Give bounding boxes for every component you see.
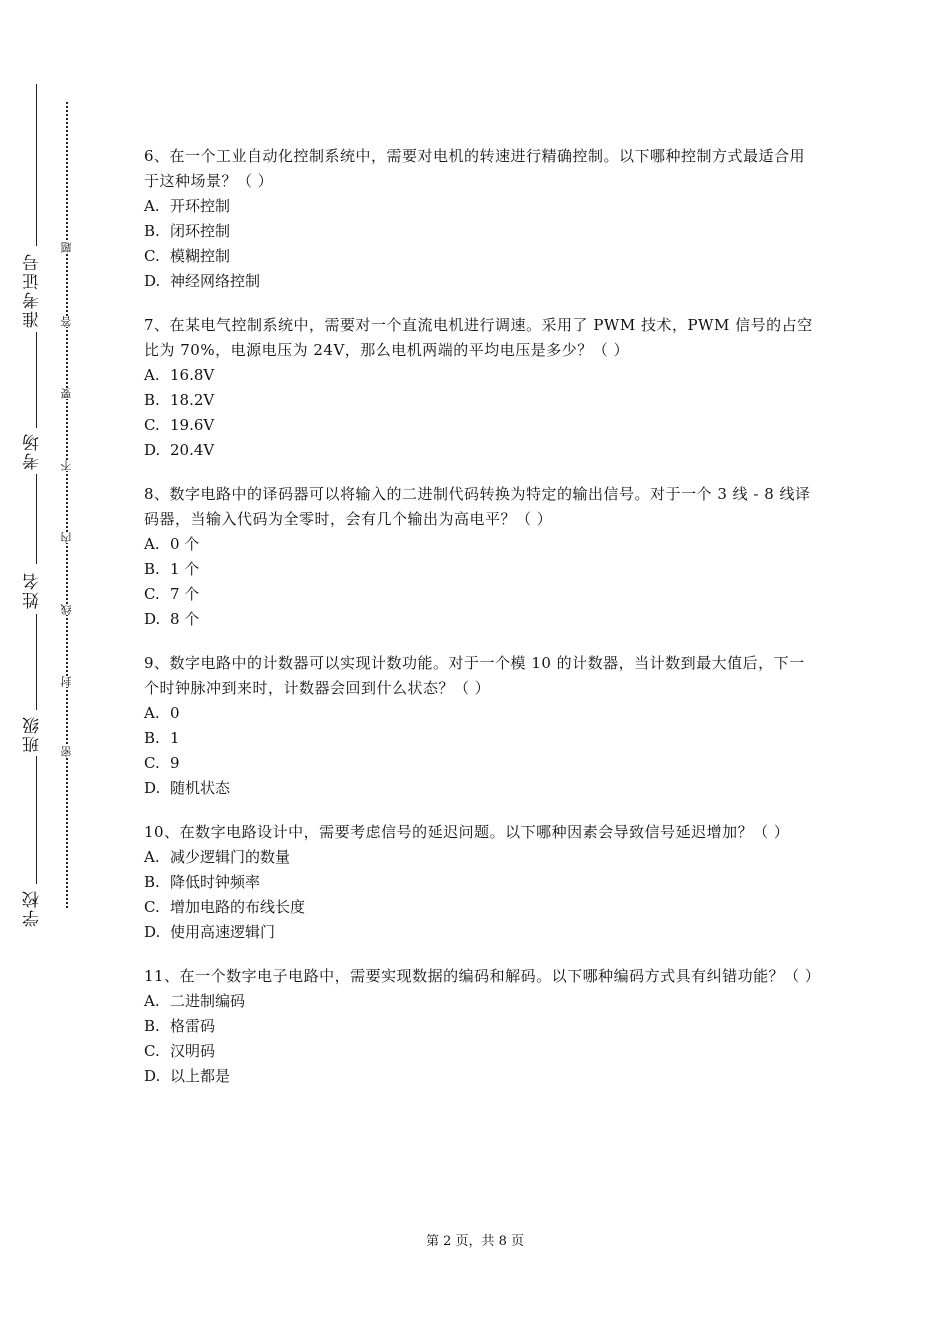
field-class [14, 714, 50, 754]
option-letter: D. [144, 779, 161, 797]
option-d [144, 920, 814, 945]
option-letter: C. [144, 585, 160, 603]
option-text: 19.6V [170, 416, 215, 434]
option-text: 1 个 [170, 560, 200, 578]
option-letter: A. [144, 704, 160, 722]
option-letter: C. [144, 1042, 160, 1060]
option-text: 20.4V [170, 441, 215, 459]
seal-char: 密 [60, 746, 73, 757]
field-class-label: 班级 [22, 715, 43, 753]
option-b [144, 388, 814, 413]
question-10 [144, 820, 814, 945]
seal-char: 内 [60, 532, 73, 543]
option-d [144, 438, 814, 463]
option-text: 增加电路的布线长度 [170, 898, 306, 916]
option-text: 神经网络控制 [170, 272, 261, 290]
option-letter: B. [144, 391, 160, 409]
option-letter: D. [144, 610, 161, 628]
option-text: 1 [170, 729, 180, 747]
option-letter: C. [144, 247, 160, 265]
margin-line [36, 756, 37, 884]
option-d [144, 1064, 814, 1089]
option-text: 二进制编码 [170, 992, 246, 1010]
field-exam-number-label: 准考证号 [22, 252, 43, 328]
field-name [14, 570, 50, 610]
seal-char: 答 [60, 316, 73, 327]
option-d [144, 269, 814, 294]
option-letter: B. [144, 222, 160, 240]
seal-char: 不 [60, 460, 73, 471]
option-text: 减少逻辑门的数量 [170, 848, 291, 866]
option-b [144, 870, 814, 895]
page-footer: 第 2 页，共 8 页 [425, 1234, 525, 1249]
option-c [144, 413, 814, 438]
option-letter: C. [144, 754, 160, 772]
seal-char: 封 [60, 676, 73, 687]
option-letter: D. [144, 441, 161, 459]
option-d [144, 607, 814, 632]
option-text: 8 个 [170, 610, 200, 628]
option-letter: D. [144, 923, 161, 941]
option-text: 以上都是 [170, 1067, 231, 1085]
seal-char: 线 [60, 604, 73, 615]
question-text: 7、在某电气控制系统中，需要对一个直流电机进行调速。采用了 PWM 技术，PWM 信号的占空比为 70%，电源电压为 24V，那么电机两端的平均电压是多少？（ ） [144, 316, 813, 359]
field-exam-room-label: 考场 [22, 432, 43, 470]
option-text: 降低时钟频率 [170, 873, 261, 891]
question-6 [144, 144, 814, 294]
option-letter: B. [144, 560, 160, 578]
question-text: 8、数字电路中的译码器可以将输入的二进制代码转换为特定的输出信号。对于一个 3 线 - 8 线译码器，当输入代码为全零时，会有几个输出为高电平？（ ） [144, 485, 811, 528]
option-letter: D. [144, 1067, 161, 1085]
option-text: 随机状态 [170, 779, 231, 797]
option-text: 0 个 [170, 535, 200, 553]
option-c [144, 895, 814, 920]
question-list [144, 144, 821, 1108]
option-text: 使用高速逻辑门 [170, 923, 276, 941]
option-text: 开环控制 [170, 197, 231, 215]
option-b [144, 1014, 814, 1039]
option-letter: A. [144, 535, 160, 553]
option-b [144, 726, 814, 751]
option-a [144, 989, 814, 1014]
option-letter: C. [144, 416, 160, 434]
option-d [144, 776, 814, 801]
option-text: 格雷码 [170, 1017, 216, 1035]
question-text: 9、数字电路中的计数器可以实现计数功能。对于一个模 10 的计数器，当计数到最大值后，下一个时钟脉冲到来时，计数器会回到什么状态？（ ） [144, 654, 805, 697]
option-letter: A. [144, 366, 160, 384]
question-text: 10、在数字电路设计中，需要考虑信号的延迟问题。以下哪种因素会导致信号延迟增加？（ ） [144, 823, 790, 841]
option-letter: B. [144, 873, 160, 891]
option-a [144, 532, 814, 557]
option-text: 16.8V [170, 366, 215, 384]
field-name-label: 姓名 [22, 571, 43, 609]
margin-line [36, 84, 37, 246]
option-letter: A. [144, 848, 160, 866]
question-8 [144, 482, 814, 632]
field-exam-room [14, 432, 50, 470]
field-school [14, 888, 50, 928]
option-text: 闭环控制 [170, 222, 231, 240]
margin-line [36, 614, 37, 710]
option-text: 汉明码 [170, 1042, 216, 1060]
question-text: 11、在一个数字电子电路中，需要实现数据的编码和解码。以下哪种编码方式具有纠错功能？（ ） [144, 967, 821, 985]
option-c [144, 244, 814, 269]
option-c [144, 1039, 814, 1064]
option-a [144, 701, 814, 726]
option-a [144, 363, 814, 388]
option-letter: C. [144, 898, 160, 916]
option-a [144, 845, 814, 870]
seal-dotted-line [66, 102, 68, 908]
option-text: 9 [170, 754, 180, 772]
option-b [144, 557, 814, 582]
option-letter: D. [144, 272, 161, 290]
margin-line [36, 474, 37, 564]
option-text: 模糊控制 [170, 247, 231, 265]
option-c [144, 582, 814, 607]
option-text: 18.2V [170, 391, 215, 409]
question-9 [144, 651, 814, 801]
seal-char: 题 [60, 242, 73, 253]
field-school-label: 学校 [22, 889, 43, 927]
margin-line [36, 332, 37, 428]
option-letter: A. [144, 197, 160, 215]
question-7 [144, 313, 814, 463]
option-c [144, 751, 814, 776]
option-letter: B. [144, 729, 160, 747]
option-text: 7 个 [170, 585, 200, 603]
option-letter: A. [144, 992, 160, 1010]
option-b [144, 219, 814, 244]
question-text: 6、在一个工业自动化控制系统中，需要对电机的转速进行精确控制。以下哪种控制方式最适合用于这种场景？（ ） [144, 147, 806, 190]
option-text: 0 [170, 704, 180, 722]
question-11 [144, 964, 821, 1089]
field-exam-number [14, 254, 50, 326]
option-letter: B. [144, 1017, 160, 1035]
option-a [144, 194, 814, 219]
seal-char: 要 [60, 388, 73, 399]
